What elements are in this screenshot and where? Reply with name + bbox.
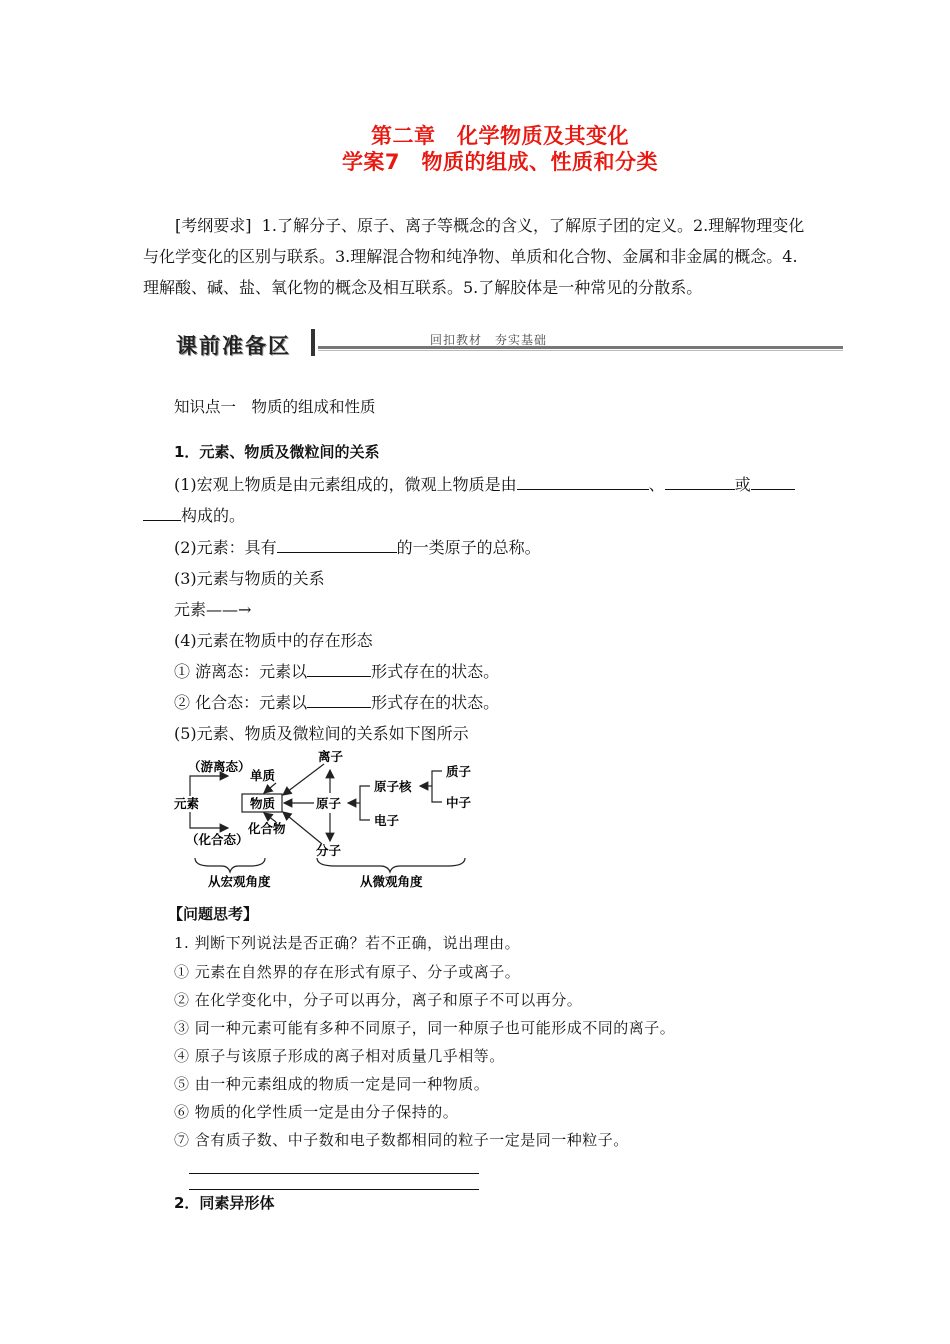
electron-label: 电子 — [374, 813, 400, 828]
chapter-title: 第二章 化学物质及其变化 — [371, 124, 629, 148]
line-5: (5)元素、物质及微粒间的关系如下图所示 — [174, 724, 469, 743]
molecule-label: 分子 — [316, 843, 342, 858]
blank-4a[interactable] — [307, 662, 371, 677]
simple-label: 单质 — [250, 768, 276, 783]
line-3: (3)元素与物质的关系 — [174, 569, 325, 588]
blank-2[interactable] — [277, 538, 397, 553]
line-2-suffix: 的一类原子的总称。 — [396, 538, 541, 557]
blank-1c[interactable] — [751, 475, 795, 490]
line-1-or: 或 — [734, 475, 751, 494]
line-4a-prefix: ① 游离态：元素以 — [174, 662, 308, 681]
line-4b-prefix: ② 化合态：元素以 — [174, 693, 308, 712]
molecule-to-substance — [283, 812, 322, 844]
line-1 — [174, 472, 795, 495]
line-1-suffix: 构成的。 — [181, 506, 246, 525]
banner-bar — [311, 329, 315, 356]
micro-label: 从微观角度 — [360, 874, 423, 889]
atom-bracket — [360, 786, 370, 820]
atom-label: 原子 — [316, 796, 342, 811]
line-1-prefix: (1)宏观上物质是由元素组成的，微观上物质是由 — [174, 475, 517, 494]
questions-heading: 【问题思考】 — [168, 905, 259, 923]
simple-to-substance — [264, 783, 276, 793]
relation-diagram — [170, 748, 480, 890]
macro-label: 从宏观角度 — [208, 874, 271, 889]
line-4b — [174, 690, 499, 713]
question-item: ③ 同一种元素可能有多种不同原子，同一种原子也可能形成不同的离子。 — [174, 1019, 676, 1037]
question-item: ⑦ 含有质子数、中子数和电子数都相同的粒子一定是同一种粒子。 — [174, 1131, 629, 1149]
line-3-arrow: 元素——→ — [174, 600, 252, 619]
banner-subtitle: 回扣教材 夯实基础 — [430, 333, 548, 347]
case-title: 学案7 物质的组成、性质和分类 — [341, 150, 659, 174]
ion-to-substance — [283, 764, 324, 795]
line-4a — [174, 659, 499, 682]
proton-label: 质子 — [446, 764, 472, 779]
question-item: ⑥ 物质的化学性质一定是由分子保持的。 — [174, 1103, 459, 1121]
requirements-label: [考纲要求] — [175, 216, 252, 235]
nucleus-label: 原子核 — [374, 779, 412, 794]
question-item: ① 元素在自然界的存在形式有原子、分子或离子。 — [174, 963, 521, 981]
ion-label: 离子 — [318, 749, 344, 764]
compound-label: 化合物 — [248, 821, 286, 836]
blank-1c-cont[interactable] — [143, 506, 181, 521]
banner-rule-shadow — [318, 350, 843, 351]
combined-state-label: （化合态） — [186, 832, 249, 847]
blank-4b[interactable] — [307, 693, 371, 708]
line-1-sep: 、 — [648, 475, 665, 494]
line-4b-suffix: 形式存在的状态。 — [371, 693, 500, 712]
nucleus-bracket — [432, 771, 442, 802]
question-item: ⑤ 由一种元素组成的物质一定是同一种物质。 — [174, 1075, 490, 1093]
line-1-cont — [143, 503, 245, 526]
line-4: (4)元素在物质中的存在形态 — [174, 631, 373, 650]
line-2-prefix: (2)元素：具有 — [174, 538, 277, 557]
answer-line-1[interactable] — [189, 1173, 479, 1174]
requirements-text: 1.了解分子、原子、离子等概念的含义，了解原子团的定义。2.理解物理变化与化学变化的区别与联系。3.理解混合物和纯净物、单质和化合物、金属和非金属的概念。4.理解酸、碱、盐、氧化物的概念及相互联系。5.了解胶体是一种常见的分散系。 — [143, 216, 805, 297]
banner-title: 课前准备区 — [176, 334, 291, 358]
micro-brace — [317, 858, 465, 872]
knowledge-point-title: 知识点一 物质的组成和性质 — [174, 398, 376, 416]
free-state-label: （游离态） — [188, 759, 251, 774]
macro-brace — [195, 858, 265, 872]
banner-rule — [318, 346, 843, 349]
branch-combined-line — [190, 812, 228, 828]
substance-label: 物质 — [250, 796, 276, 811]
section-2-title: 2．同素异形体 — [174, 1194, 275, 1212]
line-2 — [174, 535, 541, 558]
blank-1a[interactable] — [517, 475, 649, 490]
branch-free-line — [190, 776, 228, 796]
question-1: 1. 判断下列说法是否正确？若不正确，说出理由。 — [174, 934, 521, 952]
blank-1b[interactable] — [665, 475, 735, 490]
question-item: ② 在化学变化中，分子可以再分，离子和原子不可以再分。 — [174, 991, 583, 1009]
element-label: 元素 — [174, 796, 200, 811]
requirements-paragraph — [143, 210, 813, 303]
question-item: ④ 原子与该原子形成的离子相对质量几乎相等。 — [174, 1047, 505, 1065]
line-4a-suffix: 形式存在的状态。 — [371, 662, 500, 681]
neutron-label: 中子 — [446, 795, 472, 810]
answer-line-2[interactable] — [189, 1189, 479, 1190]
section-1-title: 1．元素、物质及微粒间的关系 — [174, 443, 380, 461]
